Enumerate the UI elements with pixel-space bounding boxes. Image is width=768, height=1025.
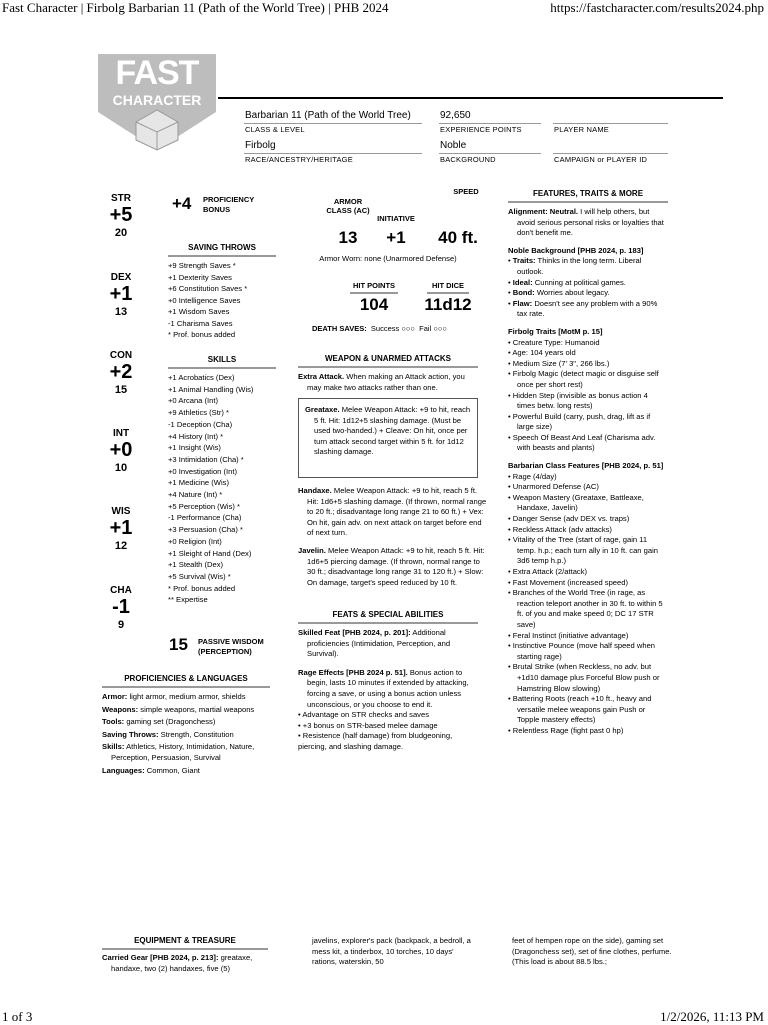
skill-item: ** Expertise (168, 595, 208, 605)
barbarian-feature-item: • Extra Attack (2/attack) (508, 567, 588, 576)
greataxe-attack: Greataxe. Melee Weapon Attack: +9 to hit, reach 5 ft. Hit: 1d12+5 slashing damage. (Must be used two-handed.) + Cleave: On hit, once per turn attack second target within 5 ft. for 1d12 slashing damage. (305, 405, 471, 457)
firbolg-trait-item: • Medium Size (7' 3", 266 lbs.) (508, 358, 610, 368)
noble-list (508, 256, 668, 320)
rage-effect-item: • Resistence (half damage) from bludgeoning, piercing, and slashing damage. (298, 731, 453, 751)
prof-weapons: Weapons: simple weapons, martial weapons (102, 704, 255, 714)
skill-item: +1 Animal Handling (Wis) (168, 384, 254, 394)
skill-item: +1 Sleight of Hand (Dex) (168, 548, 252, 558)
greataxe-box (298, 398, 478, 478)
prof-languages: Languages: Common, Giant (102, 766, 200, 775)
barbarian-feature-item: • Instinctive Pounce (move half speed when starting rage) (508, 641, 656, 661)
skill-item: +5 Survival (Wis) * (168, 571, 231, 581)
firbolg-trait-item: • Powerful Build (carry, push, drag, lift as if large size) (508, 411, 651, 432)
rage-effects-list (298, 710, 478, 752)
rage-effect-item: • Advantage on STR checks and saves (298, 710, 429, 720)
saving-throw-item: +1 Wisdom Saves (168, 307, 230, 316)
noble-trait-item: • Traits: Thinks in the long term. Liberal outlook. (508, 256, 642, 276)
proficiency-bonus-value: +4 (172, 194, 192, 213)
skills-list (168, 372, 276, 606)
barbarian-feature-item: • Reckless Attack (adv attacks) (508, 524, 612, 534)
barbarian-feature-item: • Weapon Mastery (Greataxe, Battleaxe, Handaxe, Javelin) (508, 492, 644, 513)
alignment: Alignment: Neutral. I will help others, but avoid serious personal risks or loyalties that don't benefit me. (508, 207, 664, 238)
race-label: RACE/ANCESTRY/HERITAGE (245, 155, 353, 164)
class-level-value: Barbarian 11 (Path of the World Tree) (245, 110, 411, 121)
prof-skills: Skills: Athletics, History, Intimidation, Nature, Perception, Persuasion, Survival (102, 742, 255, 762)
extra-attack: Extra Attack. When making an Attack action, you may make two attacks rather than one. (298, 372, 465, 392)
armor-class-label: ARMOR CLASS (AC) (326, 197, 370, 215)
saving-throw-item: +0 Intelligence Saves (168, 295, 241, 305)
skill-item: -1 Performance (Cha) (168, 513, 242, 523)
barbarian-feature-item: • Rage (4/day) (508, 471, 557, 481)
features-title: FEATURES, TRAITS & MORE (508, 189, 668, 203)
page-url: https://fastcharacter.com/results2024.php (550, 0, 764, 15)
saving-throw-item: * Prof. bonus added (168, 330, 236, 339)
print-datetime: 1/2/2026, 11:13 PM (660, 1009, 764, 1024)
equipment-col2: javelins, explorer's pack (backpack, a bedroll, a mess kit, a tinderbox, 10 torches, 10 days' rations, waterskin, 50 (312, 936, 471, 967)
saving-throws-section (168, 243, 276, 341)
equipment-col3: feet of hempen rope on the side), gaming set (Dragonchess set), set of fine clothes, perfume. (This load is about 88.5 lbs.; (512, 936, 672, 967)
firbolg-trait-item: • Creature Type: Humanoid (508, 337, 600, 347)
skill-item: +0 Arcana (Int) (168, 396, 219, 406)
proficiencies-title: PROFICIENCIES & LANGUAGES (102, 674, 270, 688)
skill-item: +3 Intimidation (Cha) * (168, 454, 244, 464)
proficiencies-section (102, 674, 270, 778)
barbarian-feature-item: • Branches of the World Tree (in rage, as reaction teleport another in 30 ft. to within 5 ft. of you and make speed 0; DC 17 STR save) (508, 588, 663, 629)
hit-points-value: 104 (359, 295, 389, 314)
noble-title: Noble Background [PHB 2024, p. 183] (508, 245, 644, 255)
logo-character-text: CHARACTER (112, 92, 202, 108)
player-name-label: PLAYER NAME (554, 125, 609, 134)
firbolg-trait-item: • Age: 104 years old (508, 348, 576, 358)
barbarian-feature-item: • Danger Sense (adv DEX vs. traps) (508, 514, 630, 524)
skill-item: +0 Religion (Int) (168, 536, 222, 546)
skill-item: +4 History (Int) * (168, 431, 224, 441)
features-section (508, 189, 668, 737)
handaxe-attack: Handaxe. Melee Weapon Attack: +9 to hit, reach 5 ft. Hit: 1d6+5 slashing damage. (If thrown, normal range to 20 ft.; disadvantage long range 21 to 60 ft.) + Vex: On hit, gain adv. on next attack on target before end of next turn. (298, 486, 487, 538)
attacks-section (298, 354, 478, 393)
skill-item: +1 Stealth (Dex) (168, 560, 224, 570)
javelin-attack: Javelin. Melee Weapon Attack: +9 to hit, reach 5 ft. Hit: 1d6+5 piercing damage. (If thrown, normal range to 30 ft.; disadvantage long range 31 to 120 ft.) + Slow: On damage, target's speed reduced by 10 ft. (298, 546, 485, 587)
skill-item: +1 Medicine (Wis) (168, 478, 229, 488)
ability-dex: DEX +1 13 (109, 272, 133, 318)
feats-title: FEATS & SPECIAL ABILITIES (298, 610, 478, 624)
equipment-col1: Carried Gear [PHB 2024, p. 213]: greataxe, handaxe, two (2) handaxes, five (5) (102, 953, 253, 973)
xp-value: 92,650 (440, 110, 471, 121)
initiative-label: INITIATIVE (377, 214, 415, 223)
barbarian-feature-item: • Feral Instinct (initiative advantage) (508, 630, 629, 640)
skill-item: -1 Deception (Cha) (168, 419, 233, 429)
ability-int: INT +0 10 (109, 428, 133, 474)
noble-trait-item: • Ideal: Cunning at political games. (508, 277, 626, 287)
skill-item: +1 Insight (Wis) (168, 443, 221, 453)
skills-title: SKILLS (168, 355, 276, 369)
fast-character-logo (96, 52, 218, 152)
page-title: Fast Character | Firbolg Barbarian 11 (Path of the World Tree) | PHB 2024 (2, 0, 389, 15)
passive-wisdom-label: PASSIVE WISDOM (PERCEPTION) (198, 637, 264, 656)
proficiency-bonus-label: PROFICIENCY BONUS (203, 195, 255, 214)
noble-trait-item: • Bond: Worries about legacy. (508, 288, 610, 298)
rage-effect-item: • +3 bonus on STR-based melee damage (298, 720, 438, 730)
death-saves: DEATH SAVES: Success ○○○ Fail ○○○ (312, 324, 447, 333)
ability-cha: CHA -1 9 (110, 585, 132, 631)
passive-wisdom-value: 15 (169, 635, 188, 654)
saving-throws-list (168, 260, 276, 341)
skill-item: +1 Acrobatics (Dex) (168, 373, 235, 382)
class-level-label: CLASS & LEVEL (245, 125, 305, 134)
firbolg-trait-item: • Hidden Step (invisible as bonus action 4 times betw. long rests) (508, 390, 648, 411)
hit-dice-label: HIT DICE (427, 281, 469, 294)
prof-tools: Tools: gaming set (Dragonchess) (102, 717, 216, 726)
saving-throw-item: +1 Dexterity Saves (168, 272, 232, 282)
armor-worn: Armor Worn: none (Unarmored Defense) (319, 254, 457, 263)
skill-item: +4 Nature (Int) * (168, 490, 223, 500)
firbolg-list (508, 338, 668, 455)
barbarian-feature-item: • Fast Movement (increased speed) (508, 577, 628, 587)
barbarian-feature-item: • Brutal Strike (when Reckless, no adv. but +1d10 damage plus Forceful Blow push or Hamstring Blow slowing) (508, 662, 660, 693)
barbarian-title: Barbarian Class Features [PHB 2024, p. 51] (508, 461, 664, 471)
skill-item: +3 Persuasion (Cha) * (168, 525, 243, 535)
skill-item: +9 Athletics (Str) * (168, 408, 229, 418)
prof-saving-throws: Saving Throws: Strength, Constitution (102, 729, 234, 739)
saving-throw-item: +9 Strength Saves * (168, 261, 236, 270)
background-label: BACKGROUND (440, 155, 496, 164)
firbolg-trait-item: • Speech Of Beast And Leaf (Charisma adv. with beasts and plants) (508, 432, 656, 453)
background-value: Noble (440, 140, 467, 151)
rage-effects: Rage Effects [PHB 2024 p. 51]. Bonus action to begin, lasts 10 minutes if extended by attacking, forcing a save, or using a bonus action unless unconscious, or you choose to end it. (298, 667, 469, 709)
armor-class-value: 13 (338, 228, 358, 247)
firbolg-trait-item: • Firbolg Magic (detect magic or disguise self once per short rest) (508, 369, 659, 389)
barbarian-feature-item: • Unarmored Defense (AC) (508, 482, 599, 492)
prof-armor: Armor: light armor, medium armor, shields (102, 692, 246, 701)
skill-item: +5 Perception (Wis) * (168, 501, 240, 511)
feats-section (298, 610, 478, 753)
logo-fast-text: FAST (115, 54, 199, 92)
xp-label: EXPERIENCE POINTS (440, 125, 522, 134)
speed-value: 40 ft. (438, 228, 478, 247)
race-value: Firbolg (245, 140, 276, 151)
equipment-title: EQUIPMENT & TREASURE (102, 936, 268, 950)
skill-item: +0 Investigation (Int) (168, 466, 238, 476)
firbolg-title: Firbolg Traits [MotM p. 15] (508, 326, 603, 336)
hit-points-label: HIT POINTS (350, 281, 398, 294)
skill-item: * Prof. bonus added (168, 583, 236, 593)
skilled-feat: Skilled Feat [PHB 2024, p. 201]: Additional proficiencies (Intimidation, Perception, and Survival). (298, 628, 451, 659)
fail-circles[interactable]: ○○○ (433, 324, 447, 333)
skills-section (168, 355, 276, 606)
barbarian-feature-item: • Vitality of the Tree (start of rage, gain 11 temp. h.p.; each turn ally in 10 ft. can gain 3d6 temp h.p.) (508, 535, 658, 566)
attacks-title: WEAPON & UNARMED ATTACKS (298, 354, 478, 368)
speed-label: SPEED (453, 187, 479, 196)
barbarian-list (508, 472, 668, 737)
ability-wis: WIS +1 12 (109, 506, 133, 552)
success-circles[interactable]: ○○○ (401, 324, 415, 333)
campaign-label: CAMPAIGN or PLAYER ID (554, 155, 648, 164)
barbarian-feature-item: • Battering Roots (reach +10 ft., heavy and versatile melee weapons gain Push or Topple mastery effects) (508, 694, 652, 725)
saving-throws-title: SAVING THROWS (168, 243, 276, 257)
equipment-section (102, 936, 268, 974)
barbarian-feature-item: • Relentless Rage (fight past 0 hp) (508, 725, 624, 735)
saving-throw-item: -1 Charisma Saves (168, 318, 233, 328)
saving-throw-item: +6 Constitution Saves * (168, 284, 248, 293)
initiative-value: +1 (386, 228, 406, 247)
ability-con: CON +2 15 (109, 350, 133, 396)
page-number: 1 of 3 (2, 1009, 33, 1024)
hit-dice-value: 11d12 (424, 295, 472, 314)
header-rule (218, 97, 723, 99)
noble-trait-item: • Flaw: Doesn't see any problem with a 90% tax rate. (508, 298, 658, 319)
ability-str: STR +5 20 (109, 193, 133, 239)
